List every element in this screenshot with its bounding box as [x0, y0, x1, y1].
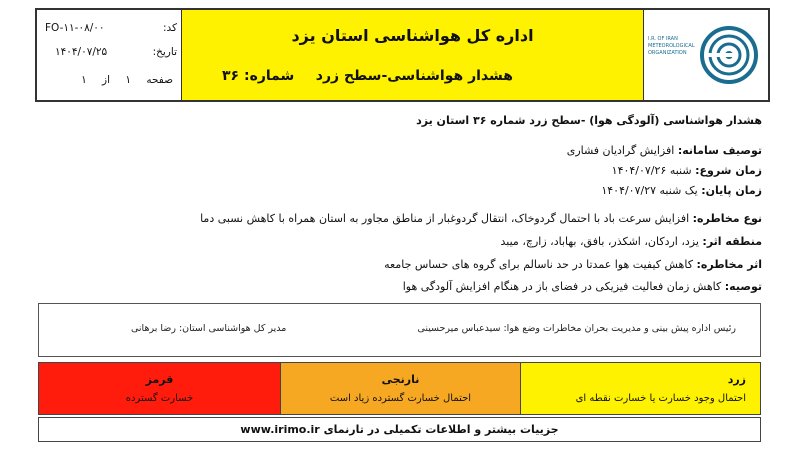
risk-line [200, 211, 762, 227]
system-value: افزایش گرادیان فشاری [566, 144, 675, 157]
code-label: کد: [162, 22, 177, 34]
forecast-head-signature: رئیس اداره پیش بینی و مدیریت بحران مخاطرات وضع هوا: سیدعباس میرحسینی [417, 323, 736, 334]
legend-yellow-desc: احتمال وجود خسارت یا خسارت نقطه ای [575, 393, 746, 404]
start-label: زمان شروع: [695, 164, 762, 177]
risk-value: افزایش سرعت باد با احتمال گردوخاک، انتقال گردوغبار از مناطق مجاور به استان همراه با کاهش نسبی دما [200, 212, 690, 225]
start-value: شنبه ۱۴۰۴/۰۷/۲۶ [611, 164, 692, 177]
system-label: توصیف سامانه: [677, 144, 762, 157]
legend-yellow-name: زرد [727, 373, 746, 386]
code-cell [37, 10, 183, 100]
legend-red-name: قرمز [145, 373, 174, 386]
logo-cell [643, 10, 768, 100]
page-row [37, 66, 183, 94]
website-footer: جزییات بیشتر و اطلاعات تکمیلی در تارنمای www.irimo.ir [38, 417, 761, 442]
legend-orange [280, 363, 520, 414]
area-value: یزد، اردکان، اشکذر، بافق، بهاباد، زارچ، میبد [500, 235, 699, 248]
effect-label: اثر مخاطره: [696, 258, 762, 271]
title-cell [181, 10, 643, 100]
code-value: FO-۱۱-۰۸/۰۰ [45, 22, 105, 34]
warning-level-title: هشدار هواشناسی-سطح زرد [315, 68, 513, 84]
legend-orange-name: نارنجی [381, 373, 420, 386]
area-line [501, 234, 762, 250]
area-label: منطقه اثر: [702, 235, 762, 248]
office-title: اداره کل هواشناسی استان یزد [291, 26, 534, 45]
header-table [35, 8, 770, 102]
warning-body [35, 102, 770, 302]
legend-red [39, 363, 280, 414]
legend-yellow [520, 363, 760, 414]
page-number: صفحه ۱ از ۱ [81, 74, 173, 86]
advice-line [403, 279, 762, 295]
end-value: یک شنبه ۱۴۰۴/۰۷/۲۷ [601, 184, 698, 197]
advice-value: کاهش زمان فعالیت فیزیکی در فضای باز در هنگام افزایش آلودگی هوا [402, 280, 722, 293]
effect-value: کاهش کیفیت هوا عمدتا در حد ناسالم برای گروه های حساس جامعه [384, 258, 693, 271]
warning-levels-legend [38, 362, 761, 415]
director-signature: مدیر کل هواشناسی استان: رضا برهانی [131, 323, 287, 334]
date-value: ۱۴۰۴/۰۷/۲۵ [55, 46, 108, 58]
date-row [37, 38, 183, 66]
warning-number: شماره: ۳۶ [222, 68, 295, 84]
risk-label: نوع مخاطره: [692, 212, 762, 225]
signature-box [38, 303, 761, 357]
advice-label: توصیه: [724, 280, 762, 293]
end-label: زمان پایان: [701, 184, 762, 197]
legend-red-desc: خسارت گسترده [125, 393, 194, 404]
logo-text: I.R. OF IRAN METEOROLOGICAL ORGANIZATION [648, 36, 695, 56]
legend-orange-desc: احتمال خسارت گسترده زیاد است [329, 393, 472, 404]
end-line [601, 183, 762, 199]
system-line [567, 143, 762, 159]
date-label: تاریخ: [152, 46, 177, 58]
start-line [612, 163, 762, 179]
effect-line [384, 257, 762, 273]
warning-heading: هشدار هواشناسی (آلودگی هوا) -سطح زرد شماره ۳۶ استان یزد [416, 114, 762, 127]
